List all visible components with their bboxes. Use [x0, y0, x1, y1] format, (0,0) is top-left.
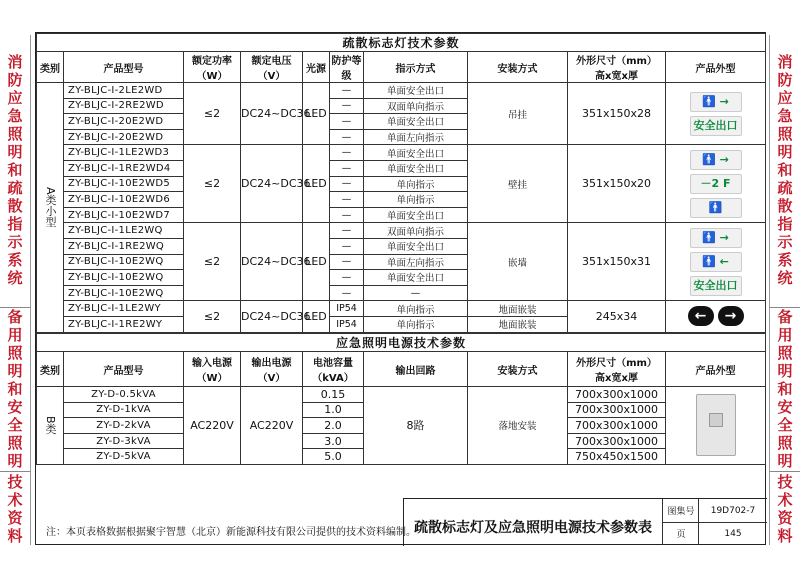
col2-output: 输出电源 （V）: [241, 352, 303, 387]
model-cell: ZY-D-3kVA: [64, 433, 184, 449]
side-tab-char: 散: [7, 197, 23, 215]
side-tab-char: 资: [7, 509, 23, 527]
protection-cell: —: [330, 238, 364, 254]
side-tab-technical-data-right: [770, 473, 800, 545]
side-tab-char: 照: [7, 344, 23, 362]
category-label: B类: [44, 416, 57, 435]
light-cell: LED: [303, 83, 330, 145]
title-block: [403, 498, 767, 546]
side-tab-char: 急: [7, 107, 23, 125]
size-cell: 700x300x1000: [568, 433, 666, 449]
col-direction: 指示方式: [364, 52, 468, 83]
protection-cell: —: [330, 145, 364, 161]
direction-cell: 单面左向指示: [364, 129, 468, 145]
direction-cell: 单向指示: [364, 316, 468, 332]
col-install: 安装方式: [468, 52, 568, 83]
side-tab-char: 应: [777, 89, 793, 107]
exit-sign-image: －2 F: [690, 174, 742, 194]
side-tab-char: 安: [777, 398, 793, 416]
capacity-cell: 1.0: [303, 402, 364, 418]
install-cell: 嵌墙: [468, 223, 568, 301]
side-tab-char: 和: [7, 380, 23, 398]
side-tab-technical-data: [0, 473, 30, 545]
side-tab-char: 技: [7, 473, 23, 491]
side-tab-char: 急: [777, 107, 793, 125]
col2-capacity: 电池容量 （kVA）: [303, 352, 364, 387]
direction-cell: 双面单向指示: [364, 223, 468, 239]
power-cell: ≤2: [184, 83, 241, 145]
side-tab-char: 和: [777, 161, 793, 179]
side-tab-char: 明: [777, 452, 793, 470]
side-tab-char: 疏: [777, 179, 793, 197]
col2-model: 产品型号: [64, 352, 184, 387]
direction-cell: 单面安全出口: [364, 145, 468, 161]
side-tab-char: 疏: [7, 179, 23, 197]
col-light: 光源: [303, 52, 330, 83]
voltage-cell: DC24~DC36: [241, 145, 303, 223]
side-tab-char: 示: [7, 233, 23, 251]
capacity-cell: 5.0: [303, 449, 364, 465]
size-cell: 351x150x31: [568, 223, 666, 301]
side-tab-backup-lighting-right: [770, 309, 800, 469]
direction-cell: 单向指示: [364, 192, 468, 208]
col2-install: 安装方式: [468, 352, 568, 387]
side-tab-char: 指: [7, 215, 23, 233]
voltage-cell: DC24~DC36: [241, 223, 303, 301]
side-tab-char: 明: [7, 143, 23, 161]
side-tab-emergency-lighting: [0, 35, 30, 305]
size-cell: 700x300x1000: [568, 402, 666, 418]
direction-cell: 单向指示: [364, 301, 468, 317]
capacity-cell: 0.15: [303, 387, 364, 403]
side-tab-char: 术: [777, 491, 793, 509]
table1-row: [37, 83, 766, 99]
size-cell: 700x300x1000: [568, 418, 666, 434]
side-tab-char: 统: [7, 269, 23, 287]
model-cell: ZY-BLJC-I-1RE2WD4: [64, 160, 184, 176]
side-tab-char: 明: [7, 362, 23, 380]
table1-row: [37, 145, 766, 161]
install-cell: 地面嵌装: [468, 316, 568, 332]
direction-cell: 单面安全出口: [364, 160, 468, 176]
side-tab-char: 料: [7, 527, 23, 545]
side-tab-char: 消: [7, 53, 23, 71]
page-label: 页: [662, 522, 699, 545]
ground-sign-image: ←: [688, 306, 714, 326]
side-tab-char: 照: [777, 125, 793, 143]
model-cell: ZY-BLJC-I-20E2WD: [64, 129, 184, 145]
side-tab-char: 示: [777, 233, 793, 251]
table1-category: [37, 83, 64, 333]
direction-cell: 单面安全出口: [364, 114, 468, 130]
voltage-cell: DC24~DC36: [241, 83, 303, 145]
side-tab-char: 应: [7, 89, 23, 107]
model-cell: ZY-BLJC-I-2LE2WD: [64, 83, 184, 99]
side-tab-char: 明: [777, 143, 793, 161]
side-tab-char: 明: [777, 362, 793, 380]
exit-sign-image: 🚹 →: [690, 228, 742, 248]
side-tab-char: 照: [7, 125, 23, 143]
install-cell: 落地安装: [468, 387, 568, 465]
model-cell: ZY-BLJC-I-1RE2WQ: [64, 238, 184, 254]
side-tab-char: 术: [7, 491, 23, 509]
install-cell: 壁挂: [468, 145, 568, 223]
title-block-grid: [662, 499, 766, 545]
direction-cell: 单面安全出口: [364, 270, 468, 286]
side-tab-char: 照: [7, 434, 23, 452]
capacity-cell: 3.0: [303, 433, 364, 449]
direction-cell: —: [364, 285, 468, 301]
protection-cell: —: [330, 207, 364, 223]
protection-cell: —: [330, 98, 364, 114]
side-tab-char: 系: [777, 251, 793, 269]
footnote: 注：本页表格数据根据聚宇智慧（北京）新能源科技有限公司提供的技术资料编制。: [46, 527, 416, 538]
side-tab-char: 全: [7, 416, 23, 434]
exit-sign-image: 🚹 →: [690, 150, 742, 170]
side-tab-backup-lighting: [0, 309, 30, 469]
direction-cell: 单面安全出口: [364, 238, 468, 254]
exit-sign-image: 安全出口: [690, 276, 742, 296]
side-tab-char: 料: [777, 527, 793, 545]
ground-sign-image: →: [718, 306, 744, 326]
side-tab-char: 用: [7, 326, 23, 344]
model-cell: ZY-BLJC-I-10E2WD6: [64, 192, 184, 208]
model-cell: ZY-BLJC-I-10E2WQ: [64, 254, 184, 270]
col-voltage: 额定电压 （V）: [241, 52, 303, 83]
exit-sign-image: 安全出口: [690, 116, 742, 136]
col-appearance: 产品外型: [666, 52, 766, 83]
col2-circuits: 输出回路: [364, 352, 468, 387]
model-cell: ZY-BLJC-I-1LE2WD3: [64, 145, 184, 161]
appearance-cell: [666, 223, 766, 301]
protection-cell: —: [330, 254, 364, 270]
col-category: 类别: [37, 52, 64, 83]
side-tab-char: 和: [777, 380, 793, 398]
direction-cell: 双面单向指示: [364, 98, 468, 114]
side-tab-emergency-lighting-right: [770, 35, 800, 305]
side-tab-char: 照: [777, 434, 793, 452]
side-tab-char: 和: [7, 161, 23, 179]
power-cell: ≤2: [184, 145, 241, 223]
col2-appearance: 产品外型: [666, 352, 766, 387]
side-tab-char: 备: [7, 308, 23, 326]
protection-cell: —: [330, 285, 364, 301]
side-tab-char: 散: [777, 197, 793, 215]
atlas-value: 19D702-7: [698, 499, 767, 523]
voltage-cell: DC24~DC36: [241, 301, 303, 332]
power-cell: ≤2: [184, 301, 241, 332]
install-cell: 地面嵌装: [468, 301, 568, 317]
model-cell: ZY-BLJC-I-20E2WD: [64, 114, 184, 130]
model-cell: ZY-D-2kVA: [64, 418, 184, 434]
exit-sign-image: 🚹 →: [690, 92, 742, 112]
col-model: 产品型号: [64, 52, 184, 83]
size-cell: 351x150x20: [568, 145, 666, 223]
appearance-cell: [666, 83, 766, 145]
protection-cell: —: [330, 160, 364, 176]
side-tab-char: 用: [777, 326, 793, 344]
side-tab-char: 系: [7, 251, 23, 269]
table2-row: [37, 387, 766, 403]
light-cell: LED: [303, 145, 330, 223]
evacuation-sign-table: [36, 33, 766, 333]
protection-cell: IP54: [330, 316, 364, 332]
output-cell: AC220V: [241, 387, 303, 465]
page-value: 145: [698, 522, 767, 545]
direction-cell: 单向指示: [364, 176, 468, 192]
size-cell: 700x300x1000: [568, 387, 666, 403]
circuits-cell: 8路: [364, 387, 468, 465]
protection-cell: —: [330, 83, 364, 99]
model-cell: ZY-BLJC-I-1LE2WY: [64, 301, 184, 317]
right-side-tabs: [769, 35, 800, 545]
table2-category: [37, 387, 64, 465]
exit-sign-image: 🚹: [690, 198, 742, 218]
model-cell: ZY-BLJC-I-1RE2WY: [64, 316, 184, 332]
side-tab-char: 防: [777, 71, 793, 89]
col-protection: 防护等级: [330, 52, 364, 83]
col-size: 外形尺寸（mm） 高x宽x厚: [568, 52, 666, 83]
protection-cell: —: [330, 270, 364, 286]
model-cell: ZY-D-0.5kVA: [64, 387, 184, 403]
model-cell: ZY-BLJC-I-10E2WD7: [64, 207, 184, 223]
power-cabinet-image: [696, 394, 736, 456]
appearance-cell: [666, 387, 766, 465]
protection-cell: —: [330, 129, 364, 145]
model-cell: ZY-BLJC-I-1LE2WQ: [64, 223, 184, 239]
side-tab-char: 照: [777, 344, 793, 362]
col2-size: 外形尺寸（mm） 高x宽x厚: [568, 352, 666, 387]
col-power: 额定功率 （W）: [184, 52, 241, 83]
input-cell: AC220V: [184, 387, 241, 465]
model-cell: ZY-BLJC-I-10E2WD5: [64, 176, 184, 192]
appearance-cell: [666, 301, 766, 332]
emergency-power-table: [36, 333, 766, 465]
side-tab-char: 消: [777, 53, 793, 71]
protection-cell: —: [330, 176, 364, 192]
model-cell: ZY-D-5kVA: [64, 449, 184, 465]
table1-row: [37, 301, 766, 317]
appearance-cell: [666, 145, 766, 223]
atlas-label: 图集号: [662, 499, 699, 523]
size-cell: 351x150x28: [568, 83, 666, 145]
model-cell: ZY-D-1kVA: [64, 402, 184, 418]
side-tab-char: 防: [7, 71, 23, 89]
model-cell: ZY-BLJC-I-10E2WQ: [64, 285, 184, 301]
direction-cell: 单面安全出口: [364, 83, 468, 99]
size-cell: 245x34: [568, 301, 666, 332]
power-cell: ≤2: [184, 223, 241, 301]
col2-input: 输入电源 （W）: [184, 352, 241, 387]
table1-row: [37, 223, 766, 239]
protection-cell: —: [330, 114, 364, 130]
side-tab-char: 统: [777, 269, 793, 287]
left-side-tabs: [0, 35, 31, 545]
light-cell: LED: [303, 301, 330, 332]
title-block-title: 疏散标志灯及应急照明电源技术参数表: [414, 520, 652, 536]
side-tab-char: 资: [777, 509, 793, 527]
light-cell: LED: [303, 223, 330, 301]
model-cell: ZY-BLJC-I-2RE2WD: [64, 98, 184, 114]
col2-category: 类别: [37, 352, 64, 387]
protection-cell: IP54: [330, 301, 364, 317]
side-tab-char: 明: [7, 452, 23, 470]
side-tab-char: 技: [777, 473, 793, 491]
category-label: A类小型: [44, 186, 57, 228]
table1-title: 疏散标志灯技术参数: [37, 34, 766, 52]
side-tab-char: 备: [777, 308, 793, 326]
direction-cell: 单面安全出口: [364, 207, 468, 223]
size-cell: 750x450x1500: [568, 449, 666, 465]
side-tab-char: 指: [777, 215, 793, 233]
install-cell: 吊挂: [468, 83, 568, 145]
side-tab-char: 全: [777, 416, 793, 434]
table2-title: 应急照明电源技术参数: [37, 334, 766, 352]
capacity-cell: 2.0: [303, 418, 364, 434]
model-cell: ZY-BLJC-I-10E2WQ: [64, 270, 184, 286]
protection-cell: —: [330, 223, 364, 239]
side-tab-char: 安: [7, 398, 23, 416]
protection-cell: —: [330, 192, 364, 208]
direction-cell: 单面左向指示: [364, 254, 468, 270]
exit-sign-image: 🚹 ←: [690, 252, 742, 272]
